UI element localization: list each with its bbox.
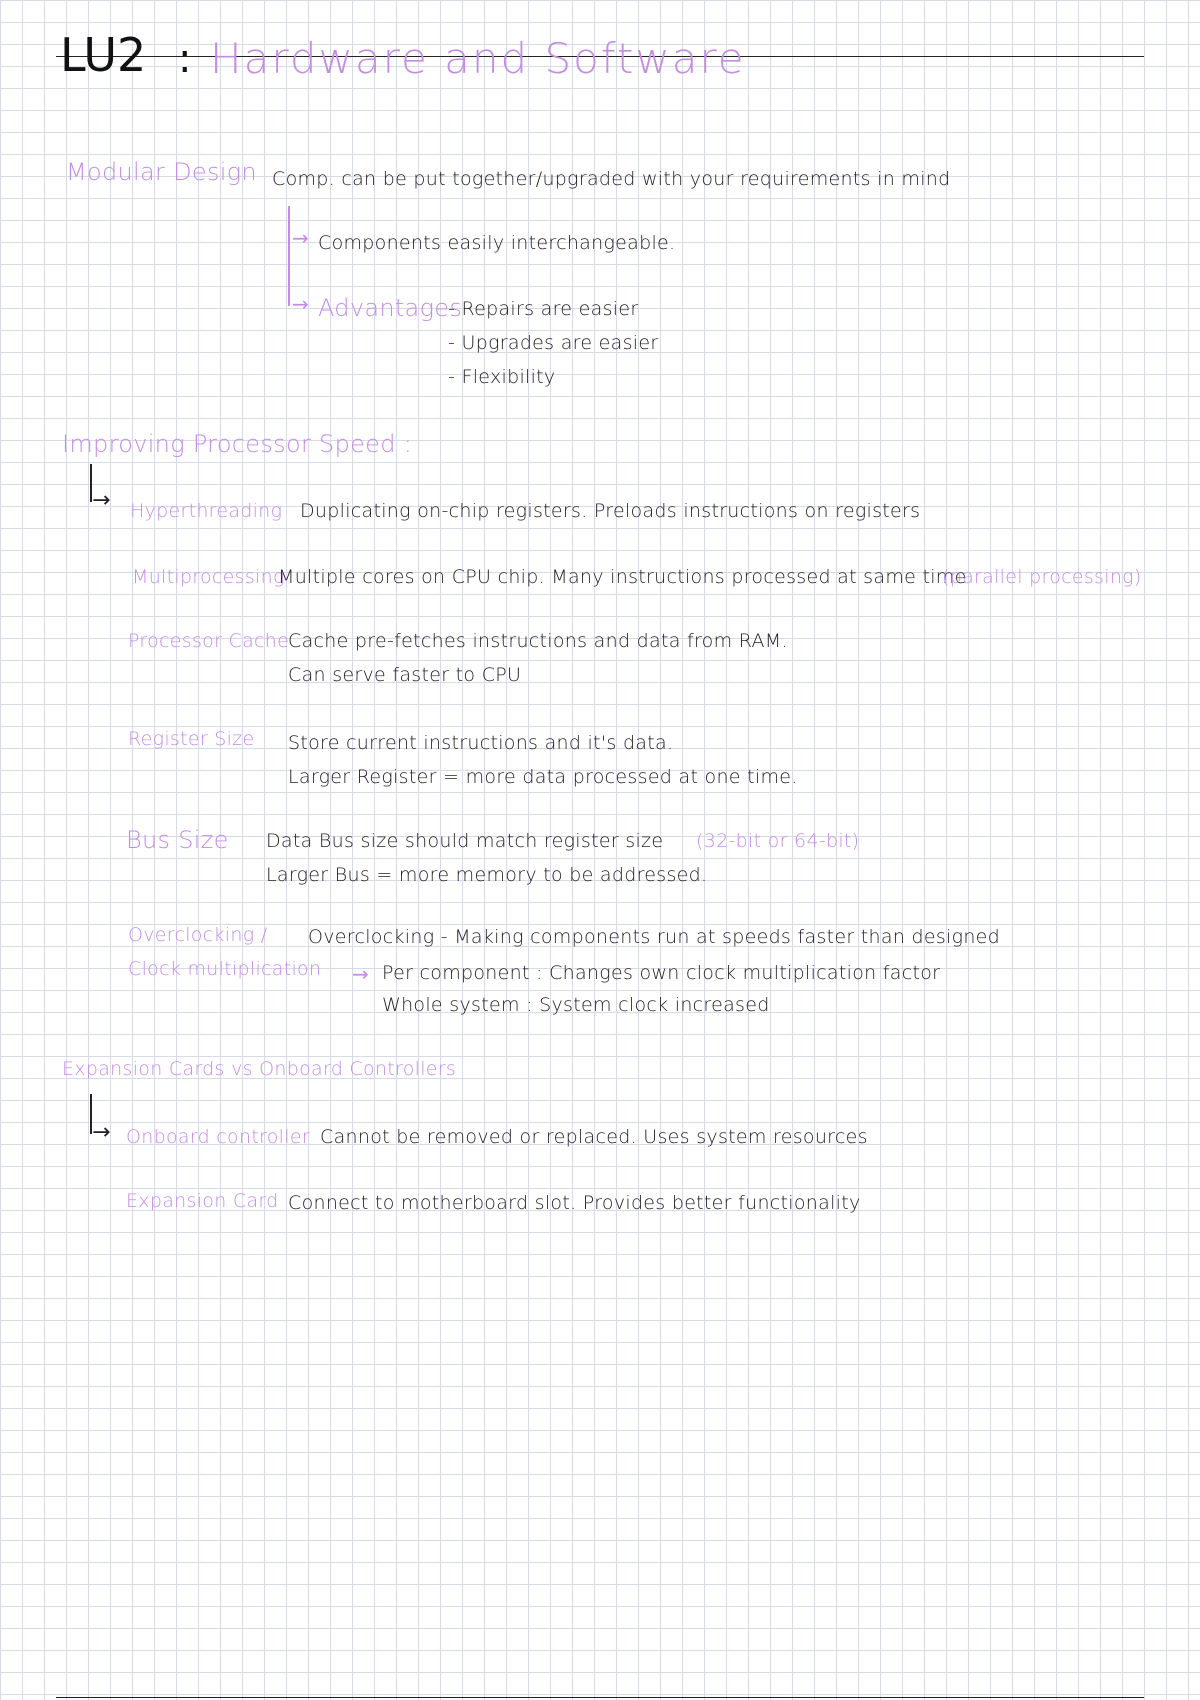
expansion-card-label: Expansion Card (126, 1190, 279, 1212)
overclocking-line3: Whole system : System clock increased (382, 994, 770, 1016)
page-bottom-line (56, 1697, 1144, 1698)
page-title: Hardware and Software (210, 34, 746, 83)
modular-branch-line (288, 206, 290, 306)
hyperthreading-label: Hyperthreading (130, 500, 283, 522)
bus-line2: Larger Bus = more memory to be addressed. (266, 864, 708, 886)
overclocking-line1: Overclocking - Making components run at speeds faster than designed (308, 926, 1001, 948)
advantage-item: - Repairs are easier (448, 298, 639, 320)
corner-arrow-icon: → (352, 962, 369, 986)
bus-line1: Data Bus size should match register size (266, 830, 664, 852)
expansion-card-text: Connect to motherboard slot. Provides better functionality (288, 1192, 861, 1214)
expansion-heading: Expansion Cards vs Onboard Controllers (62, 1058, 457, 1080)
register-label: Register Size (128, 728, 255, 750)
modular-line1: Comp. can be put together/upgraded with your requirements in mind (272, 168, 951, 190)
advantage-item: - Flexibility (448, 366, 556, 388)
modular-arrow1-text: Components easily interchangeable. (318, 232, 676, 254)
modular-heading: Modular Design (66, 158, 257, 186)
bus-note: (32-bit or 64-bit) (696, 830, 860, 852)
advantage-item: - Upgrades are easier (448, 332, 659, 354)
page-code: LU2 (60, 28, 147, 82)
speed-heading: Improving Processor Speed : (62, 430, 413, 458)
onboard-label: Onboard controller (126, 1126, 310, 1148)
corner-arrow-icon: → (292, 226, 309, 250)
corner-arrow-icon: → (292, 292, 309, 316)
hyperthreading-text: Duplicating on-chip registers. Preloads instructions on registers (300, 500, 921, 522)
cache-line1: Cache pre-fetches instructions and data from RAM. (288, 630, 788, 652)
corner-arrow-icon: → (92, 1120, 111, 1145)
overclocking-line2: Per component : Changes own clock multiplication factor (382, 962, 941, 984)
register-line1: Store current instructions and it's data. (288, 732, 674, 754)
multiprocessing-text: Multiple cores on CPU chip. Many instructions processed at same time (278, 566, 967, 588)
cache-label: Processor Cache (128, 630, 290, 652)
overclocking-label-1: Overclocking / (128, 924, 268, 946)
cache-line2: Can serve faster to CPU (288, 664, 522, 686)
corner-arrow-icon: → (92, 488, 111, 513)
title-separator: : (178, 36, 192, 82)
advantages-label: Advantages (318, 294, 463, 322)
onboard-text: Cannot be removed or replaced. Uses system resources (320, 1126, 868, 1148)
multiprocessing-label: Multiprocessing (132, 566, 285, 588)
bus-label: Bus Size (126, 826, 229, 854)
overclocking-label-2: Clock multiplication (128, 958, 322, 980)
register-line2: Larger Register = more data processed at one time. (288, 766, 798, 788)
multiprocessing-note: (parallel processing) (942, 566, 1142, 588)
